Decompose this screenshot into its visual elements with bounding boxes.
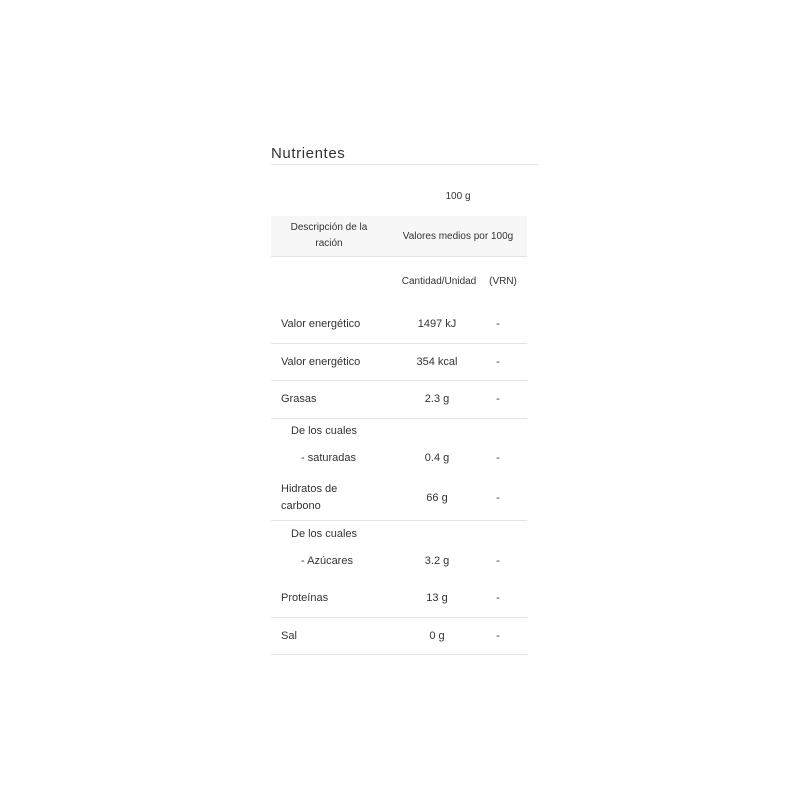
table-row [271,351,527,373]
row-value: 0.4 g [424,452,450,464]
column-subheader-row [271,271,527,291]
nutrients-panel [271,143,539,642]
table-row [271,388,527,410]
serving-size: 100 g [445,190,471,202]
separator [271,256,527,257]
row-value: 354 kcal [416,356,458,368]
table-row [271,421,527,441]
table-row [271,447,527,469]
row-label: Valor energético [281,318,361,330]
table-row [271,550,527,572]
header-vrn: (VRN) [489,275,517,287]
row-vrn: - [496,318,500,330]
row-label: De los cuales [291,528,358,540]
table-row [271,524,527,544]
row-value: 66 g [426,492,448,504]
row-label: Sal [281,630,297,642]
row-label: Proteínas [281,592,329,604]
table-header [271,216,527,256]
row-vrn: - [496,393,500,405]
table-row [271,313,527,335]
row-label: Valor energético [281,356,361,368]
separator [271,343,527,344]
separator [271,418,527,419]
separator [271,380,527,381]
table-row [271,480,527,516]
row-vrn: - [496,592,500,604]
row-label: Grasas [281,393,317,405]
header-values: Valores medios por 100g [402,230,514,242]
row-label: - Azúcares [301,555,353,567]
row-label: - saturadas [301,452,357,464]
row-vrn: - [496,492,500,504]
row-value: 13 g [426,592,448,604]
table-row [271,625,527,647]
row-label: Hidratos de carbono [281,483,338,512]
row-vrn: - [496,555,500,567]
row-vrn: - [496,630,500,642]
row-value: 2.3 g [424,393,450,405]
separator [271,654,527,655]
separator [271,520,527,521]
row-vrn: - [496,356,500,368]
row-value: 0 g [429,630,445,642]
table-row [271,587,527,609]
row-vrn: - [496,452,500,464]
header-description: Descripción de la ración [290,222,368,249]
serving-row [271,186,527,206]
row-value: 3.2 g [424,555,450,567]
row-label: De los cuales [291,425,358,437]
row-value: 1497 kJ [417,318,457,330]
header-quantity: Cantidad/Unidad [401,275,477,287]
separator [271,617,527,618]
nutrients-title: Nutrientes [271,143,539,165]
